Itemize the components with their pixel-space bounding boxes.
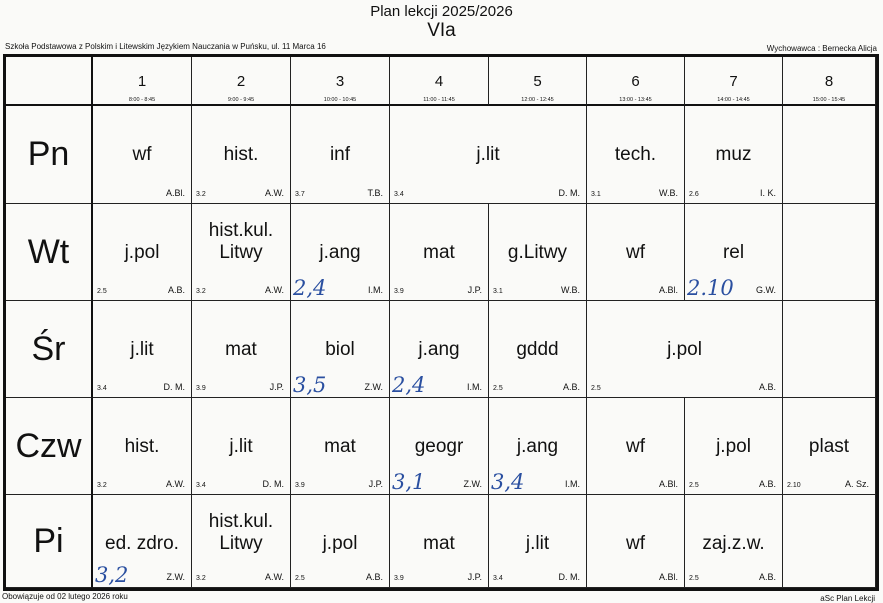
lesson-cell	[390, 204, 489, 301]
handwritten-room-note: 2.10	[687, 276, 734, 300]
period-header-8	[783, 57, 876, 106]
lesson-room: 2.5	[97, 288, 107, 295]
lesson-teacher: A.B.	[167, 285, 185, 295]
lesson-teacher: A.W.	[264, 572, 284, 582]
lesson-cell	[192, 301, 291, 398]
lesson-subject: geogr	[414, 436, 464, 457]
generator-credit: aSc Plan Lekcji	[820, 594, 875, 603]
lesson-teacher: J.P.	[467, 572, 482, 582]
period-number: 8	[824, 73, 834, 90]
lesson-subject: wf	[626, 242, 645, 263]
period-number: 2	[236, 73, 246, 90]
lesson-room: 3.1	[493, 288, 503, 295]
lesson-room: 3.9	[394, 575, 404, 582]
lesson-cell	[291, 301, 390, 398]
lesson-cell	[783, 301, 876, 398]
lesson-teacher: A.Bl.	[658, 285, 678, 295]
lesson-cell	[685, 495, 783, 588]
lesson-room: 3.4	[196, 482, 206, 489]
lesson-subject: g.Litwy	[507, 242, 568, 263]
corner-cell	[6, 57, 93, 106]
lesson-subject: tech.	[614, 144, 657, 165]
lesson-subject: mat	[324, 436, 356, 457]
lesson-cell	[192, 398, 291, 495]
lesson-cell	[390, 106, 587, 204]
lesson-room: 2.10	[787, 482, 801, 489]
lesson-cell	[390, 301, 489, 398]
period-time: 12:00 - 12:45	[521, 97, 554, 103]
lesson-room: 3.9	[394, 288, 404, 295]
lesson-room: 2.6	[689, 191, 699, 198]
lesson-subject: ed. zdro.	[105, 533, 179, 554]
lesson-room: 3.7	[295, 191, 305, 198]
day-label-2: Wt	[6, 204, 93, 301]
period-number: 4	[434, 73, 444, 90]
lesson-teacher: A.W.	[264, 188, 284, 198]
lesson-cell	[489, 495, 587, 588]
lesson-teacher: A.Bl.	[165, 188, 185, 198]
lesson-cell	[587, 204, 685, 301]
period-header-5	[489, 57, 587, 106]
lesson-cell	[93, 301, 192, 398]
period-time: 11:00 - 11:45	[423, 97, 455, 103]
lesson-subject: wf	[626, 436, 645, 457]
valid-from-note: Obowiązuje od 02 lutego 2026 roku	[2, 592, 128, 601]
lesson-subject: wf	[626, 533, 645, 554]
lesson-cell	[489, 398, 587, 495]
lesson-teacher: I.M.	[565, 479, 580, 489]
period-number: 6	[631, 73, 640, 90]
period-header-7	[685, 57, 783, 106]
school-name: Szkoła Podstawowa z Polskim i Litewskim Językiem Nauczania w Puńsku, ul. 11 Marca 16	[5, 42, 326, 51]
lesson-subject: gddd	[516, 339, 559, 360]
homeroom-teacher: Wychowawca : Bernecka Alicja	[766, 44, 877, 53]
lesson-teacher: A.B.	[758, 572, 776, 582]
lesson-subject: mat	[225, 339, 257, 360]
lesson-teacher: Z.W.	[463, 479, 482, 489]
lesson-cell	[783, 495, 876, 588]
handwritten-room-note: 2,4	[293, 276, 327, 300]
lesson-cell	[783, 204, 876, 301]
lesson-cell	[587, 398, 685, 495]
lesson-subject: inf	[329, 144, 351, 165]
period-number: 3	[335, 73, 345, 90]
period-header-1	[93, 57, 192, 106]
lesson-teacher: A.Bl.	[658, 572, 678, 582]
lesson-teacher: J.P.	[467, 285, 482, 295]
lesson-teacher: A.B.	[758, 479, 776, 489]
lesson-cell	[587, 106, 685, 204]
lesson-room: 3.4	[97, 385, 107, 392]
handwritten-room-note: 3,2	[95, 563, 129, 587]
lesson-room: 3.4	[493, 575, 503, 582]
lesson-cell	[93, 204, 192, 301]
lesson-cell	[291, 398, 390, 495]
lesson-cell	[192, 495, 291, 588]
day-label-4: Czw	[6, 398, 93, 495]
period-time: 10:00 - 10:45	[323, 97, 357, 103]
period-number: 7	[729, 73, 738, 90]
lesson-cell	[291, 204, 390, 301]
timetable-grid	[3, 54, 879, 591]
lesson-room: 3.1	[591, 191, 601, 198]
lesson-subject: hist.	[124, 436, 160, 457]
lesson-room: 3.2	[97, 482, 107, 489]
lesson-subject: zaj.z.w.	[702, 533, 765, 554]
lesson-cell	[685, 106, 783, 204]
lesson-teacher: I.M.	[368, 285, 383, 295]
lesson-subject: rel	[722, 242, 745, 263]
day-label-1: Pn	[6, 106, 93, 204]
period-header-3	[291, 57, 390, 106]
lesson-teacher: D. M.	[163, 382, 185, 392]
lesson-room: 2.5	[591, 385, 601, 392]
period-time: 15:00 - 15:45	[812, 97, 846, 103]
lesson-cell	[685, 204, 783, 301]
lesson-subject: j.pol	[124, 242, 160, 263]
lesson-teacher: G.W.	[756, 285, 776, 295]
lesson-teacher: A.B.	[562, 382, 580, 392]
lesson-teacher: D. M.	[262, 479, 284, 489]
lesson-teacher: A.W.	[165, 479, 185, 489]
period-number: 5	[533, 73, 542, 90]
lesson-cell	[489, 301, 587, 398]
lesson-cell	[93, 106, 192, 204]
lesson-subject: j.ang	[418, 339, 460, 360]
lesson-subject: wf	[132, 144, 152, 165]
period-time: 13:00 - 13:45	[619, 97, 652, 103]
lesson-cell	[93, 495, 192, 588]
lesson-teacher: A.B.	[758, 382, 776, 392]
lesson-cell	[685, 398, 783, 495]
lesson-teacher: J.P.	[368, 479, 383, 489]
lesson-subject: j.lit	[229, 436, 253, 457]
lesson-room: 2.5	[689, 575, 699, 582]
handwritten-room-note: 2,4	[392, 373, 426, 397]
lesson-teacher: D. M.	[558, 572, 580, 582]
lesson-cell	[291, 106, 390, 204]
lesson-cell	[489, 204, 587, 301]
lesson-subject: j.pol	[667, 339, 702, 360]
lesson-room: 3.2	[196, 575, 206, 582]
lesson-cell	[783, 106, 876, 204]
lesson-subject: j.ang	[516, 436, 559, 457]
class-name: VIa	[427, 20, 456, 41]
lesson-teacher: I.M.	[467, 382, 482, 392]
handwritten-room-note: 3,5	[293, 373, 327, 397]
lesson-subject: hist.	[223, 144, 259, 165]
lesson-subject: plast	[808, 436, 850, 457]
period-number: 1	[137, 73, 147, 90]
lesson-teacher: D. M.	[558, 188, 580, 198]
handwritten-room-note: 3,1	[392, 470, 426, 494]
lesson-subject: hist.kul. Litwy	[208, 511, 274, 554]
lesson-room: 3.9	[196, 385, 206, 392]
lesson-cell	[93, 398, 192, 495]
page-title: Plan lekcji 2025/2026	[370, 3, 513, 20]
lesson-teacher: Z.W.	[364, 382, 383, 392]
day-label-3: Śr	[6, 301, 93, 398]
lesson-subject: hist.kul. Litwy	[208, 220, 274, 263]
period-header-2	[192, 57, 291, 106]
lesson-room: 2.5	[295, 575, 305, 582]
lesson-subject: j.lit	[130, 339, 154, 360]
lesson-cell	[390, 398, 489, 495]
lesson-subject: biol	[325, 339, 355, 360]
lesson-cell	[390, 495, 489, 588]
lesson-cell	[587, 301, 783, 398]
lesson-room: 3.9	[295, 482, 305, 489]
lesson-subject: j.pol	[716, 436, 751, 457]
lesson-teacher: A. Sz.	[844, 479, 869, 489]
lesson-cell	[291, 495, 390, 588]
lesson-teacher: W.B.	[560, 285, 580, 295]
lesson-cell	[192, 204, 291, 301]
lesson-teacher: A.Bl.	[658, 479, 678, 489]
lesson-teacher: A.W.	[264, 285, 284, 295]
lesson-teacher: J.P.	[269, 382, 284, 392]
period-header-4	[390, 57, 489, 106]
period-time: 8:00 - 8:45	[128, 97, 156, 103]
day-label-5: Pi	[6, 495, 93, 588]
lesson-room: 2.5	[689, 482, 699, 489]
lesson-teacher: W.B.	[658, 188, 678, 198]
lesson-teacher: Z.W.	[166, 572, 185, 582]
lesson-room: 3.4	[394, 191, 404, 198]
lesson-subject: mat	[423, 242, 455, 263]
lesson-room: 3.2	[196, 288, 206, 295]
lesson-cell	[587, 495, 685, 588]
lesson-subject: j.lit	[476, 144, 500, 165]
period-time: 9:00 - 9:45	[227, 97, 255, 103]
period-time: 14:00 - 14:45	[717, 97, 750, 103]
lesson-subject: mat	[423, 533, 455, 554]
lesson-subject: muz	[715, 144, 752, 165]
lesson-subject: j.ang	[319, 242, 361, 263]
period-header-6	[587, 57, 685, 106]
lesson-teacher: I. K.	[759, 188, 776, 198]
lesson-subject: j.pol	[322, 533, 358, 554]
lesson-teacher: T.B.	[367, 188, 383, 198]
lesson-cell	[783, 398, 876, 495]
lesson-cell	[192, 106, 291, 204]
handwritten-room-note: 3,4	[491, 470, 525, 494]
lesson-teacher: A.B.	[365, 572, 383, 582]
lesson-room: 3.2	[196, 191, 206, 198]
lesson-room: 2.5	[493, 385, 503, 392]
lesson-subject: j.lit	[525, 533, 550, 554]
